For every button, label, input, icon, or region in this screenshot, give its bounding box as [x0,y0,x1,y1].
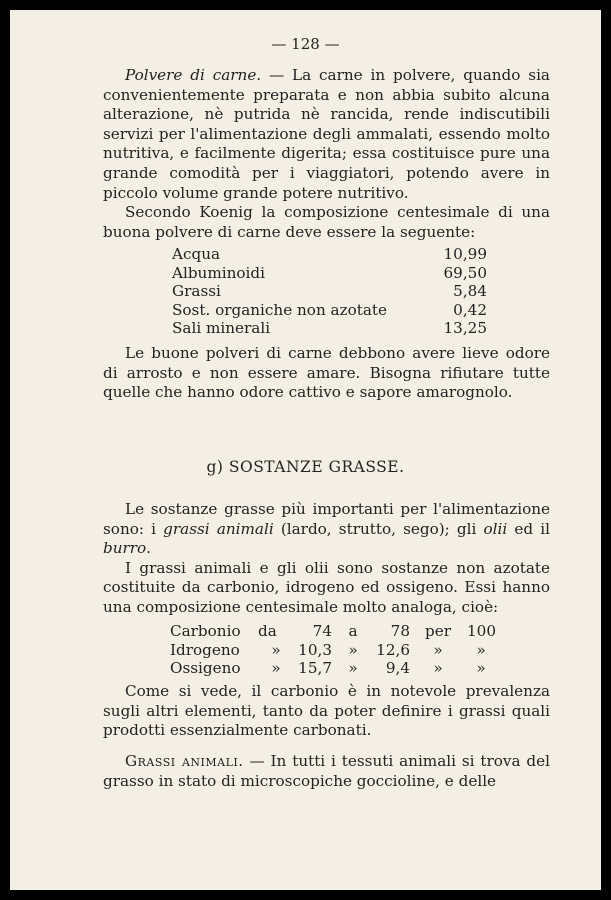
koenig-paragraph: Secondo Koenig la composizione centesimale di una buona polvere di carne deve essere la seguente: [103,203,550,241]
element-cell: 9,4 [385,659,410,678]
fats-section [103,500,550,618]
fats-intro [103,500,550,559]
composition-label: Acqua [172,245,221,264]
fats-intro-emph: burro [103,539,147,558]
fats-note-section [103,682,550,741]
composition-table [172,245,487,338]
powder-note: Le buone polveri di carne debbono avere lieve odore di arrosto e non essere amare. Bisogna rifiutare tutte quelle che hanno odore cattivo e sapore amarognolo. [103,344,550,402]
fats-intro-text: Le sostanze grasse più importanti per l'alimentazione sono: i [103,500,550,538]
element-cell: » [476,640,486,659]
table-row [172,264,487,283]
section-title: g) SOSTANZE GRASSE. [206,458,405,476]
composition-label: Grassi [172,282,221,301]
animal-fats-section [103,752,550,791]
composition-value: 10,99 [443,245,487,264]
fats-intro-emph: grassi animali [163,519,274,538]
element-table [170,622,496,678]
element-cell: » [271,640,281,659]
element-cell: per [425,622,451,641]
element-cell: 10,3 [298,640,332,659]
page-number: — 128 — [271,35,340,53]
fats-intro-emph: olii [483,519,508,538]
element-cell: 78 [390,622,410,641]
composition-value: 5,84 [453,282,487,301]
element-cell: » [348,659,358,678]
element-cell: 15,7 [298,659,332,678]
powder-text: — La carne in polvere, quando sia convenientemente preparata e non abbia subito alcuna alterazione, nè putrida nè rancida, rende indiscutibili servizi per l'alimentazione degli ammalati, essendo molto nutritiva, e facilmente digerita; essa costituisce pure una grande comodità per i viaggiatori, potendo avere in piccolo volume grande potere nutritivo. [103,66,550,202]
table-row [170,622,496,641]
element-cell: 100 [467,622,496,641]
table-row [170,641,496,660]
table-row [172,245,487,264]
animal-fats-heading: Grassi animali. [125,752,244,770]
element-cell: » [271,659,281,678]
table-row [172,319,487,338]
fats-intro-text: ed il [507,519,550,538]
fats-intro-text: . [146,539,151,558]
element-cell: » [433,640,443,659]
powder-paragraph [103,66,550,203]
table-row [172,282,487,301]
fats-intro-text: (lardo, strutto, sego); gli [273,519,484,538]
element-name: Ossigeno [170,659,241,678]
powder-section [103,66,550,242]
animal-fats-paragraph [103,752,550,791]
table-row [172,301,487,320]
table-row [170,659,496,678]
element-cell: » [476,659,486,678]
element-name: Idrogeno [170,640,240,659]
element-cell: a [348,622,358,641]
element-name: Carbonio [170,622,241,641]
animal-fats-text: — In tutti i tessuti animali si trova del grasso in stato di microscopiche goccioline, e delle [103,752,550,790]
composition-value: 13,25 [443,319,487,338]
element-cell: » [433,659,443,678]
composition-label: Albuminoidi [172,263,265,282]
element-cell: 74 [312,622,332,641]
element-cell: da [258,622,277,641]
composition-value: 69,50 [443,263,487,282]
composition-value: 0,42 [453,300,487,319]
fats-composition: I grassi animali e gli olii sono sostanze non azotate costituite da carbonio, idrogeno ed ossigeno. Essi hanno una composizione centesimale molto analoga, cioè: [103,558,550,616]
powder-title: Polvere di carne. [125,66,262,84]
powder-note-section [103,344,550,403]
fats-note: Come si vede, il carbonio è in notevole prevalenza sugli altri elementi, tanto da poter definire i grassi quali prodotti essenzialmente carbonati. [103,682,550,740]
element-cell: 12,6 [376,640,410,659]
composition-label: Sost. organiche non azotate [172,300,388,319]
book-page [10,10,601,890]
element-cell: » [348,640,358,659]
composition-label: Sali minerali [172,319,271,338]
